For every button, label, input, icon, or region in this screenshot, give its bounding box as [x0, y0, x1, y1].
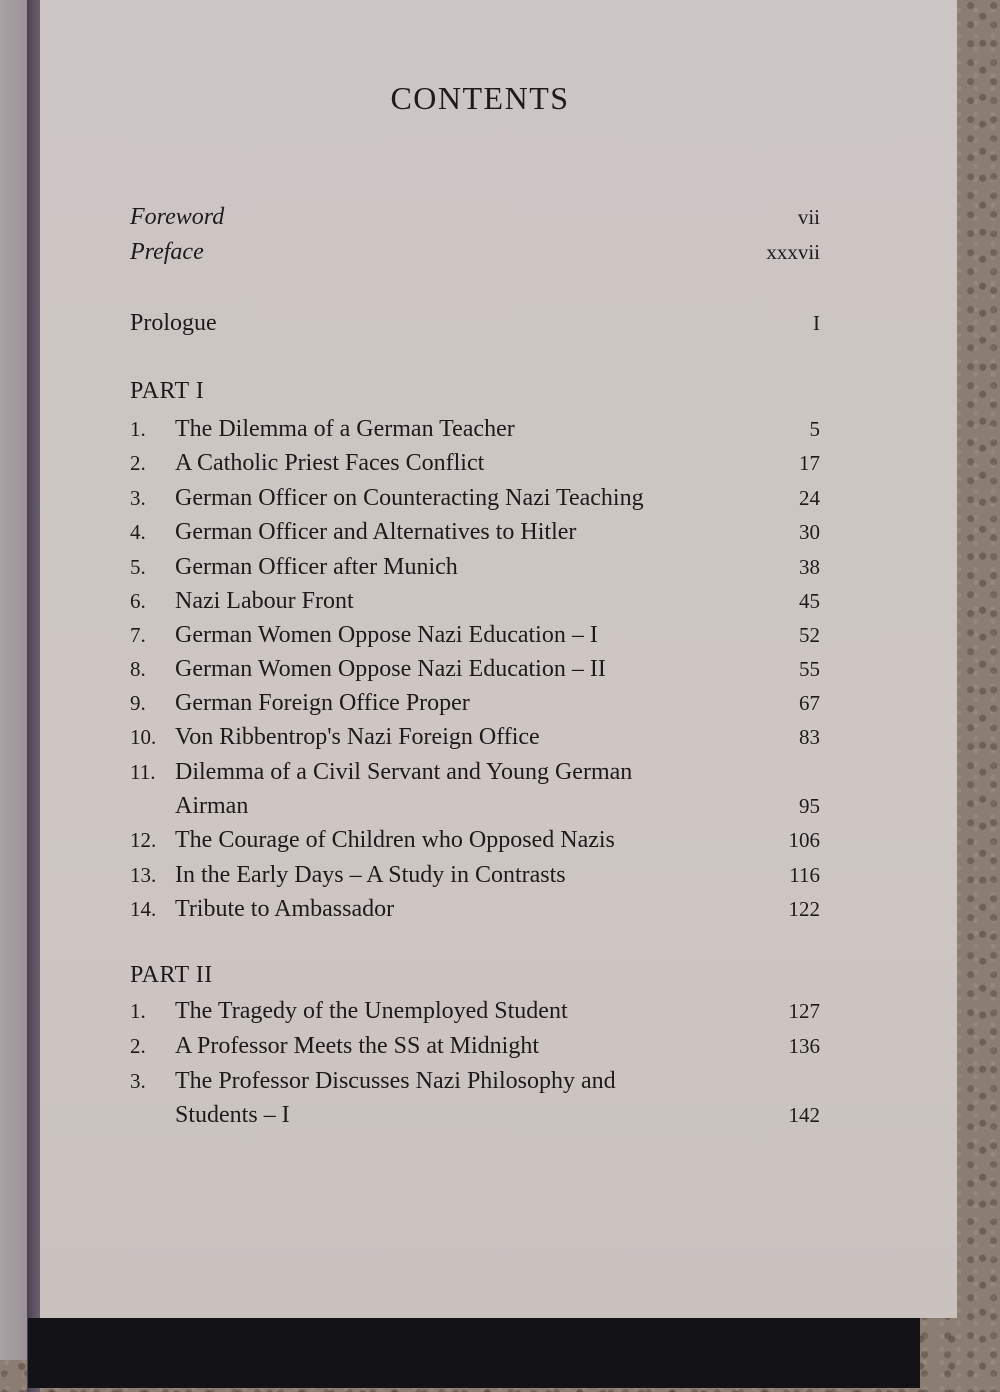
toc-entry[interactable]: [130, 892, 820, 926]
toc-entry-preface[interactable]: [130, 235, 820, 269]
chapter-page: 95: [799, 794, 820, 818]
part-heading: PART I: [130, 378, 205, 404]
book-cover-shadow: [28, 1318, 920, 1388]
entry-page: I: [813, 311, 820, 335]
chapter-title: Nazi Labour Front: [175, 588, 354, 614]
page-title: CONTENTS: [390, 80, 570, 116]
chapter-title: Tribute to Ambassador: [175, 896, 395, 922]
toc-entry[interactable]: [130, 823, 820, 857]
toc-entry[interactable]: [130, 446, 820, 480]
toc-entry-foreword[interactable]: [130, 200, 820, 234]
chapter-number: 1.: [130, 999, 146, 1023]
chapter-title: The Dilemma of a German Teacher: [175, 416, 515, 442]
chapter-page: 17: [799, 451, 820, 475]
toc-entry-prologue[interactable]: [130, 306, 820, 340]
chapter-title: German Officer and Alternatives to Hitler: [175, 519, 577, 545]
chapter-page: 136: [788, 1034, 820, 1058]
toc-entry[interactable]: [130, 412, 820, 446]
toc-entry[interactable]: [130, 1064, 820, 1098]
chapter-title: A Catholic Priest Faces Conflict: [175, 450, 485, 476]
chapter-number: 6.: [130, 589, 146, 613]
chapter-page: 106: [788, 828, 820, 852]
chapter-number: 5.: [130, 555, 146, 579]
chapter-number: 14.: [130, 897, 157, 921]
entry-page: vii: [797, 205, 820, 229]
chapter-number: 11.: [130, 760, 156, 784]
chapter-number: 7.: [130, 623, 146, 647]
chapter-page: 67: [799, 691, 820, 715]
chapter-title: Dilemma of a Civil Servant and Young German: [175, 759, 633, 785]
chapter-number: 3.: [130, 486, 146, 510]
chapter-page: 38: [799, 555, 820, 579]
entry-label: Foreword: [130, 204, 225, 230]
book-spine-gutter: [27, 0, 40, 1392]
chapter-page: 45: [799, 589, 820, 613]
chapter-number: 1.: [130, 417, 146, 441]
toc-entry[interactable]: [130, 858, 820, 892]
chapter-number: 4.: [130, 520, 146, 544]
chapter-number: 8.: [130, 657, 146, 681]
chapter-title: German Women Oppose Nazi Education – I: [175, 622, 598, 648]
chapter-page: 122: [788, 897, 820, 921]
toc-entry-continuation[interactable]: [175, 789, 820, 823]
toc-entry[interactable]: [130, 755, 820, 789]
toc-entry[interactable]: [130, 584, 820, 618]
chapter-number: 9.: [130, 691, 146, 715]
chapter-page: 24: [799, 486, 820, 510]
entry-label: Prologue: [130, 310, 217, 336]
chapter-number: 3.: [130, 1069, 146, 1093]
chapter-page: 5: [809, 417, 820, 441]
chapter-title: The Professor Discusses Nazi Philosophy and: [175, 1068, 616, 1094]
chapter-number: 10.: [130, 725, 157, 749]
chapter-page: 142: [788, 1103, 820, 1127]
chapter-title: German Officer on Counteracting Nazi Teaching: [175, 485, 644, 511]
toc-entry[interactable]: [130, 1029, 820, 1063]
chapter-title-continued: Students – I: [175, 1102, 290, 1128]
toc-entry[interactable]: [130, 720, 820, 754]
toc-entry[interactable]: [130, 686, 820, 720]
chapter-page: 83: [799, 725, 820, 749]
toc-entry-continuation[interactable]: [175, 1098, 820, 1132]
chapter-title: German Foreign Office Proper: [175, 690, 470, 716]
chapter-page: 30: [799, 520, 820, 544]
contents-page: [40, 0, 957, 1318]
chapter-title: The Tragedy of the Unemployed Student: [175, 998, 568, 1024]
toc-entry[interactable]: [130, 994, 820, 1028]
chapter-number: 13.: [130, 863, 157, 887]
toc-entry[interactable]: [130, 652, 820, 686]
toc-entry[interactable]: [130, 618, 820, 652]
toc-entry[interactable]: [130, 481, 820, 515]
chapter-title: The Courage of Children who Opposed Nazis: [175, 827, 615, 853]
part-heading: PART II: [130, 962, 213, 988]
chapter-page: 116: [789, 863, 820, 887]
chapter-title: German Women Oppose Nazi Education – II: [175, 656, 606, 682]
toc-entry[interactable]: [130, 515, 820, 549]
chapter-title: Von Ribbentrop's Nazi Foreign Office: [175, 724, 540, 750]
chapter-title: A Professor Meets the SS at Midnight: [175, 1033, 539, 1059]
chapter-title-continued: Airman: [175, 793, 249, 819]
chapter-title: German Officer after Munich: [175, 554, 458, 580]
chapter-number: 12.: [130, 828, 157, 852]
chapter-page: 52: [799, 623, 820, 647]
chapter-number: 2.: [130, 451, 146, 475]
chapter-number: 2.: [130, 1034, 146, 1058]
facing-page-edge: [0, 0, 28, 1360]
chapter-page: 127: [788, 999, 820, 1023]
entry-label: Preface: [130, 239, 204, 265]
entry-page: xxxvii: [766, 240, 820, 264]
chapter-title: In the Early Days – A Study in Contrasts: [175, 862, 566, 888]
chapter-page: 55: [799, 657, 820, 681]
toc-entry[interactable]: [130, 550, 820, 584]
